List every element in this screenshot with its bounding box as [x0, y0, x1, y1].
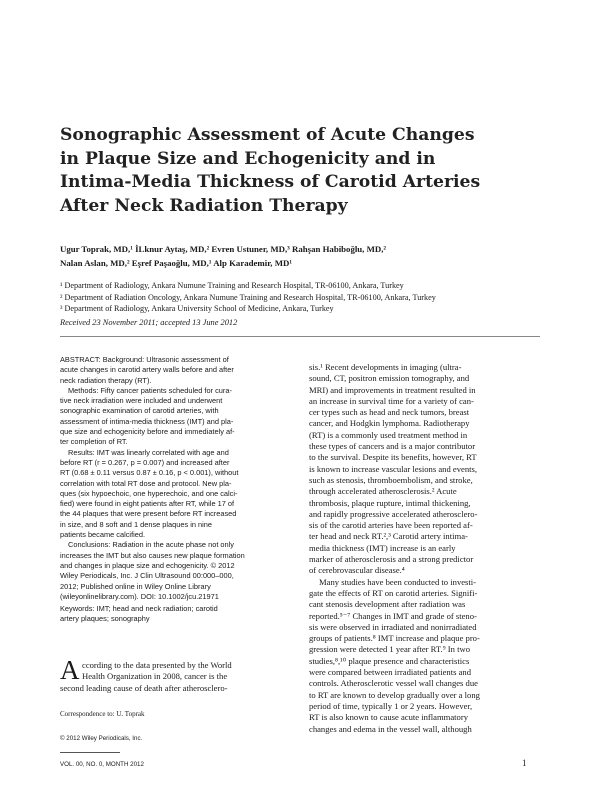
body-line: were compared between irradiated patients and [309, 667, 472, 678]
abstract-line: before RT (r = 0.267, p = 0.007) and increased after [60, 457, 230, 467]
abstract [60, 355, 288, 625]
body-line: cer types such as head and neck tumors, breast [309, 407, 470, 418]
intro-line: ccording to the data presented by the World [82, 660, 232, 670]
copyright: © 2012 Wiley Periodicals, Inc. [60, 735, 143, 742]
body-line: cancer, and Hodgkin lymphoma. Radiotherapy [309, 418, 470, 429]
abstract-line: Keywords: IMT; head and neck radiation; carotid [60, 604, 218, 614]
intro-paragraph [60, 660, 288, 694]
body-line: sis of the carotid arteries have been reported af- [309, 520, 473, 531]
body-line: sis were observed in irradiated and nonirradiated [309, 621, 477, 632]
title-line: in Plaque Size and Echogenicity and in [60, 148, 436, 169]
author-line: Nalan Aslan, MD,² Eşref Paşaoğlu, MD,¹ Alp Karademir, MD¹ [60, 258, 292, 268]
abstract-line: que size and echogenicity before and immediately af- [60, 427, 235, 437]
abstract-line: acute changes in carotid artery walls before and after [60, 365, 234, 375]
affiliation-line: ³ Department of Radiology, Ankara University School of Medicine, Ankara, Turkey [60, 304, 334, 313]
article-title [60, 124, 530, 218]
abstract-line: fied) were found in eight patients after RT, while 17 of [60, 499, 235, 509]
affiliation-line: ¹ Department of Radiology, Ankara Numune Training and Research Hospital, TR-06100, Ankara, Turkey [60, 281, 404, 290]
body-line: ter head and neck RT.²,³ Carotid artery intima- [309, 531, 468, 542]
abstract-line: sonographic examination of carotid arteries, with [60, 406, 219, 416]
body-line: of cerebrovascular disease.⁴ [309, 565, 405, 576]
abstract-line: and changes in plaque size and echogenicity. © 2012 [60, 560, 235, 570]
body-line: sis.¹ Recent developments in imaging (ultra- [309, 362, 462, 372]
abstract-line: Results: IMT was linearly correlated with age and [68, 447, 229, 457]
abstract-line: increases the IMT but also causes new plaque formation [60, 550, 245, 560]
body-line: to RT are known to develop gradually over a long [309, 689, 480, 700]
abstract-line: neck radiation therapy (RT). [60, 375, 152, 385]
abstract-line: 2012; Published online in Wiley Online Library [60, 581, 211, 591]
drop-cap: A [60, 655, 80, 685]
body-line: an increase in survival time for a variety of can- [309, 395, 474, 406]
affiliations [60, 280, 550, 315]
abstract-line: the 44 plaques that were present before RT increased [60, 509, 237, 519]
body-line: gate the effects of RT on carotid arteries. Signifi- [309, 587, 478, 598]
body-line: such as stenosis, thromboembolism, and stroke, [309, 474, 473, 485]
body-line: thrombosis, plaque rupture, intimal thickening, [309, 497, 471, 508]
body-line: cant stenosis development after radiation was [309, 599, 466, 610]
body-line: sound, CT, positron emission tomography, and [309, 373, 470, 384]
abstract-line: Wiley Periodicals, Inc. J Clin Ultrasound 00:000–000, [60, 571, 234, 581]
body-line: (RT) is a commonly used treatment method in [309, 429, 468, 440]
author-list [60, 242, 550, 270]
abstract-line: assessment of intima-media thickness (IMT) and pla- [60, 416, 234, 426]
intro-line: second leading cause of death after atherosclero- [60, 682, 228, 693]
abstract-line: (wileyonlinelibrary.com). DOI: 10.1002/jcu.21971 [60, 591, 219, 601]
body-line: RT is also known to cause acute inflammatory [309, 712, 468, 723]
abstract-line: tive neck irradiation were included and underwent [60, 396, 223, 406]
abstract-line: correlation with total RT dose and protocol. New pla- [60, 478, 232, 488]
journal-footer: VOL. 00, NO. 0, MONTH 2012 [60, 761, 144, 768]
body-line: controls. Atherosclerotic vessel wall changes due [309, 678, 478, 689]
abstract-line: Methods: Fifty cancer patients scheduled for cura- [68, 385, 232, 395]
body-line: is known to increase vascular lesions and events, [309, 463, 478, 474]
abstract-line: Conclusions: Radiation in the acute phase not only [68, 540, 234, 550]
intro-line: Health Organization in 2008, cancer is the [82, 671, 228, 682]
body-line: Many studies have been conducted to investi- [319, 576, 477, 587]
abstract-line: RT (0.68 ± 0.11 versus 0.87 ± 0.16, p < 0.001), without [60, 468, 239, 478]
page-number: 1 [522, 758, 527, 768]
abstract-line: artery plaques; sonography [60, 614, 150, 624]
body-line: changes and edema in the vessel wall, although [309, 723, 472, 734]
body-line: media thickness (IMT) increase is an early [309, 542, 456, 553]
title-line: Sonographic Assessment of Acute Changes [60, 125, 475, 145]
right-column-text [309, 362, 540, 735]
body-line: reported.⁵⁻⁷ Changes in IMT and grade of steno- [309, 610, 477, 621]
body-line: MRI) and improvements in treatment resulted in [309, 384, 476, 395]
body-line: to the survival. Despite its benefits, however, RT [309, 452, 477, 463]
abstract-line: in size, and 8 soft and 1 dense plaques in nine [60, 519, 213, 529]
abstract-line: ABSTRACT: Background: Ultrasonic assessment of [60, 355, 229, 364]
footer-divider [60, 752, 120, 753]
body-line: period of time, typically 1 or 2 years. However, [309, 700, 473, 711]
body-line: groups of patients.⁸ IMT increase and plaque pro- [309, 633, 480, 644]
author-line: Ugur Toprak, MD,¹ İLknur Aytaş, MD,² Evren Ustuner, MD,³ Rahşan Habiboğlu, MD,² [60, 244, 387, 254]
abstract-line: patients became calcified. [60, 530, 146, 540]
title-line: Intima-Media Thickness of Carotid Arteries [60, 172, 481, 192]
abstract-line: ques (six hypoechoic, one hyperechoic, and one calci- [60, 488, 238, 498]
abstract-line: ter completion of RT. [60, 437, 128, 447]
body-line: marker of atherosclerosis and a strong predictor [309, 554, 474, 565]
body-line: through accelerated atherosclerosis.² Acute [309, 486, 457, 497]
body-line: gression were detected 1 year after RT.⁹ In two [309, 644, 470, 655]
body-line: studies,⁸,¹⁰ plaque presence and characteristics [309, 655, 470, 666]
affiliation-line: ² Department of Radiation Oncology, Ankara Numune Training and Research Hospital, TR-06100, Ankara, Turkey [60, 292, 436, 302]
correspondence: Correspondence to: U. Toprak [60, 710, 145, 718]
body-line: these types of cancers and is a major contributor [309, 441, 476, 452]
title-line: After Neck Radiation Therapy [60, 195, 348, 216]
body-line: and rapidly progressive accelerated atherosclero- [309, 508, 478, 519]
header-divider [60, 336, 540, 337]
received-dates: Received 23 November 2011; accepted 13 June 2012 [60, 318, 238, 327]
